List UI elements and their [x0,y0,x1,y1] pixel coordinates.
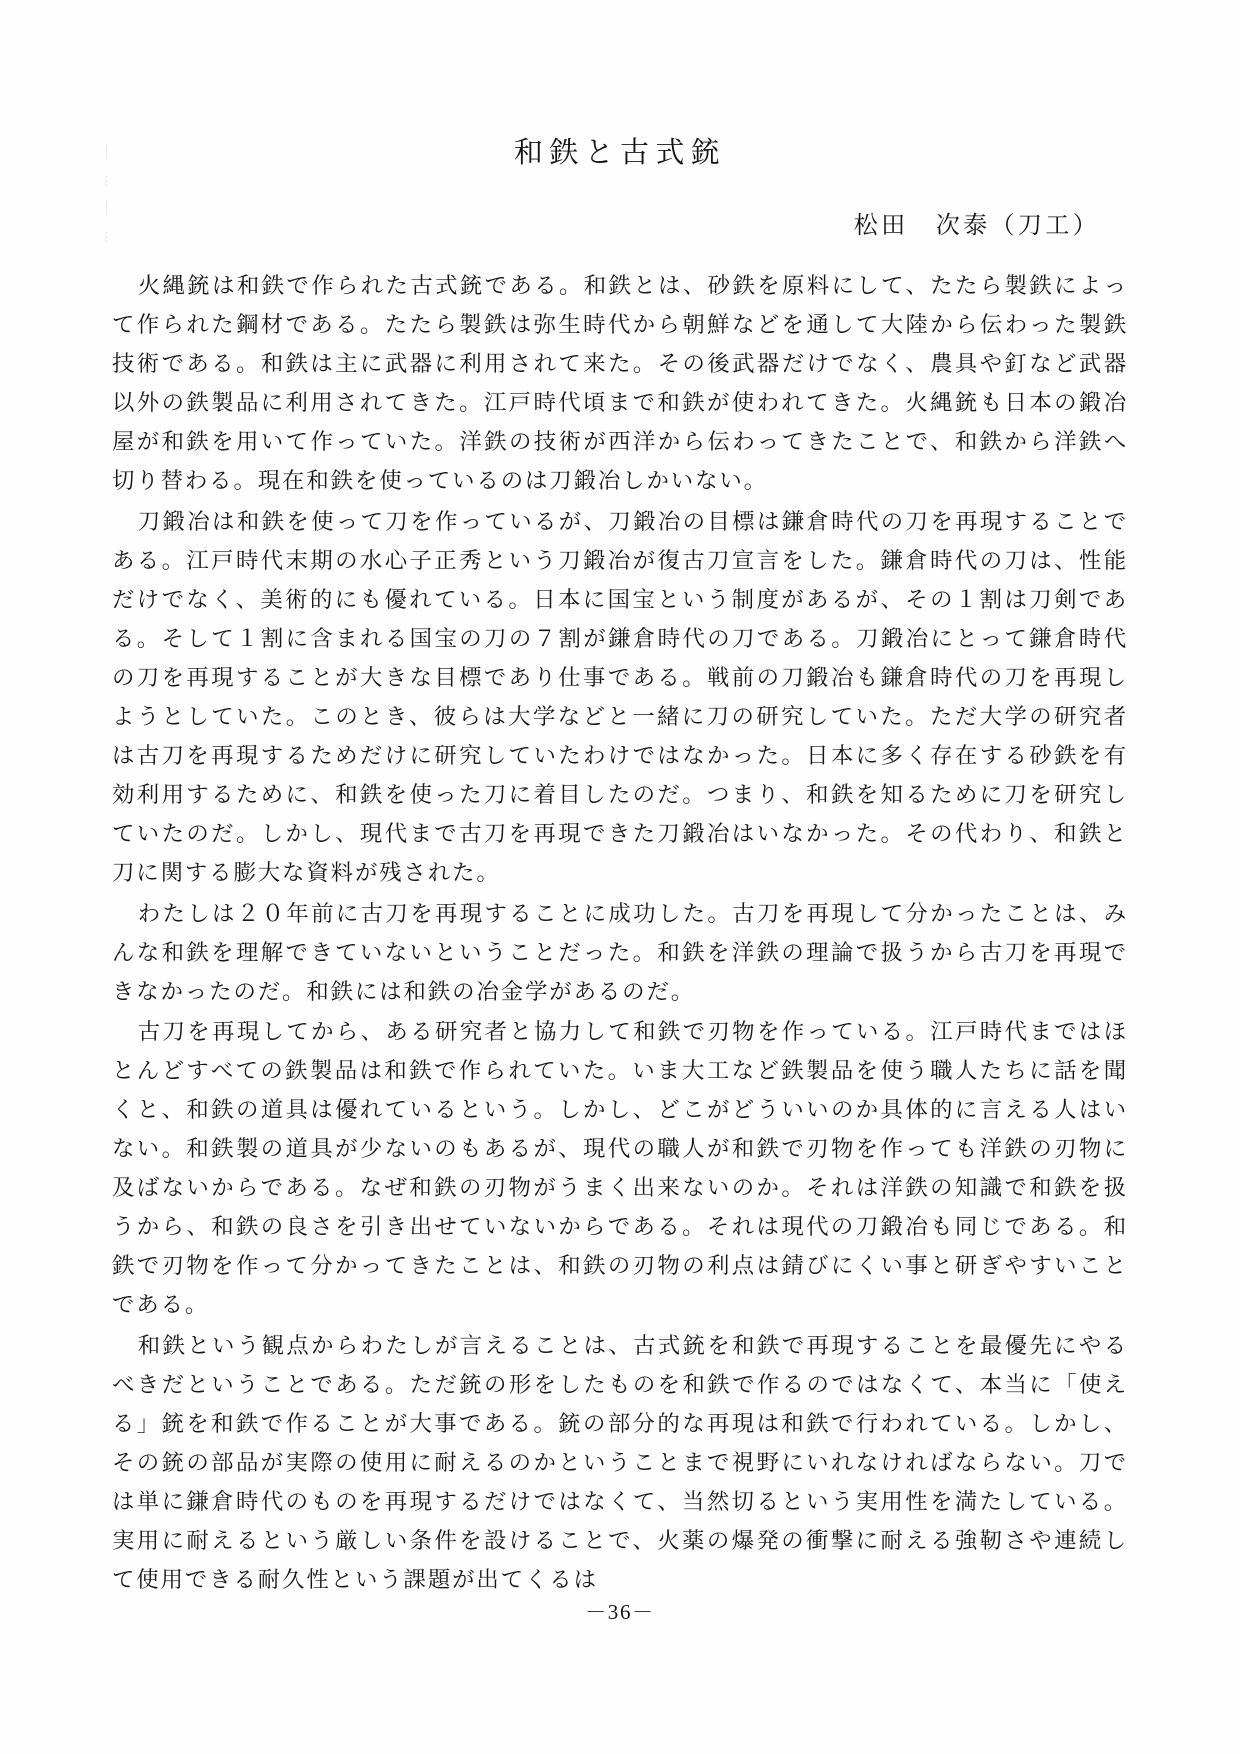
margin-mark: ︙ [100,230,114,245]
document-content [112,130,1128,1600]
paragraph: 刀鍛冶は和鉄を使って刀を作っているが、刀鍛冶の目標は鎌倉時代の刀を再現することである。江戸時代末期の水心子正秀という刀鍛冶が復古刀宣言をした。鎌倉時代の刀は、性能だけでなく、美術的にも優れている。日本に国宝という制度があるが、その１割は刀剣である。そして１割に含まれる国宝の刀の７割が鎌倉時代の刀である。刀鍛冶にとって鎌倉時代の刀を再現することが大きな目標であり仕事である。戦前の刀鍛冶も鎌倉時代の刀を再現しようとしていた。このとき、彼らは大学などと一緒に刀の研究していた。ただ大学の研究者は古刀を再現するためだけに研究していたわけではなかった。日本に多く存在する砂鉄を有効利用するために、和鉄を使った刀に着目したのだ。つまり、和鉄を知るために刀を研究していたのだ。しかし、現代まで古刀を再現できた刀鍛冶はいなかった。その代わり、和鉄と刀に関する膨大な資料が残された。 [112,508,1128,886]
margin-mark: ｜ [100,202,114,217]
paragraph: わたしは２０年前に古刀を再現することに成功した。古刀を再現して分かったことは、みんな和鉄を理解できていないということだった。和鉄を洋鉄の理論で扱うから古刀を再現できなかったのだ。和鉄には和鉄の冶金学があるのだ。 [112,900,1128,1004]
author-byline: 松田 次泰（刀工） [853,213,1100,239]
margin-mark: ︙ [100,174,114,189]
margin-mark: ｜ [100,146,114,161]
page-title: 和鉄と古式銃 [513,137,727,169]
paragraph: 和鉄という観点からわたしが言えることは、古式銃を和鉄で再現することを最優先にやるべきだということである。ただ銃の形をしたものを和鉄で作るのではなくて、本当に「使える」銃を和鉄で作ることが大事である。銃の部分的な再現は和鉄で行われている。しかし、その銃の部品が実際の使用に耐えるのかということまで視野にいれなければならない。刀では単に鎌倉時代のものを再現するだけではなくて、当然切るという実用性を満たしている。実用に耐えるという厳しい条件を設けることで、火薬の爆発の衝撃に耐える強靭さや連続して使用できる耐久性という課題が出てくるは [112,1332,1128,1593]
paragraph: 火縄銃は和鉄で作られた古式銃である。和鉄とは、砂鉄を原料にして、たたら製鉄によって作られた鋼材である。たたら製鉄は弥生時代から朝鮮などを通して大陸から伝わった製鉄技術である。和鉄は主に武器に利用されて来た。その後武器だけでなく、農具や釘など武器以外の鉄製品に利用されてきた。江戸時代頃まで和鉄が使われてきた。火縄銃も日本の鍛冶屋が和鉄を用いて作っていた。洋鉄の技術が西洋から伝わってきたことで、和鉄から洋鉄へ切り替わる。現在和鉄を使っているのは刀鍛冶しかいない。 [112,273,1128,494]
body-text [112,266,1128,1599]
page-number: －36－ [585,1600,655,1624]
paragraph: 古刀を再現してから、ある研究者と協力して和鉄で刃物を作っている。江戸時代まではほとんどすべての鉄製品は和鉄で作られていた。いま大工など鉄製品を使う職人たちに話を聞くと、和鉄の道具は優れているという。しかし、どこがどういいのか具体的に言える人はいない。和鉄製の道具が少ないのもあるが、現代の職人が和鉄で刃物を作っても洋鉄の刃物に及ばないからである。なぜ和鉄の刃物がうまく出来ないのか。それは洋鉄の知識で和鉄を扱うから、和鉄の良さを引き出せていないからである。それは現代の刀鍛冶も同じである。和鉄で刃物を作って分かってきたことは、和鉄の刃物の利点は錆びにくい事と研ぎやすいことである。 [112,1018,1128,1318]
